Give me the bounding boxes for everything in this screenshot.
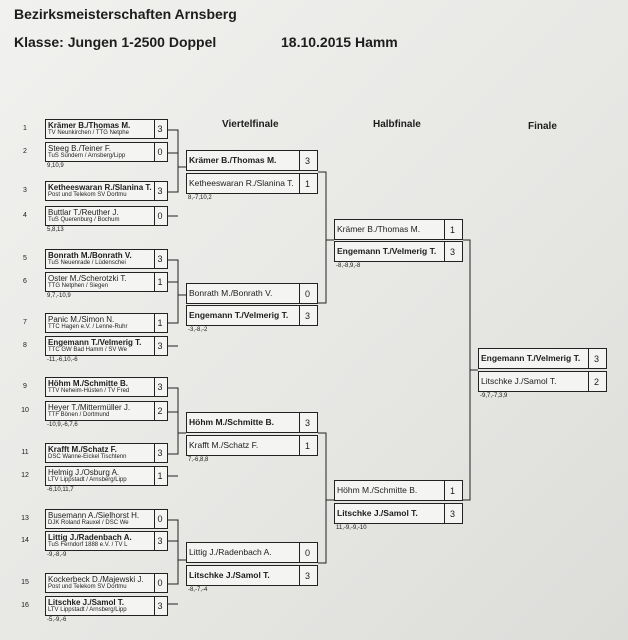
class-label: Klasse: Jungen 1-2500 Doppel (14, 34, 217, 50)
team-name: Ketheeswaran R./Slanina T. (189, 178, 294, 188)
club-name: Post und Telekom SV Dortmu (48, 584, 127, 590)
score: 3 (304, 570, 310, 581)
r1-entry (45, 181, 168, 201)
team-name: Litschke J./Samol T. (48, 598, 125, 607)
team-name: Krämer B./Thomas M. (337, 224, 421, 234)
team-cell (335, 504, 445, 523)
club-name: DJK Roland Rauxel / DSC We (48, 520, 129, 526)
team-name: Littig J./Radenbach A. (48, 533, 132, 542)
score: 3 (157, 536, 163, 546)
club-name: TuS Neuenrade / Lüdenschei (48, 260, 126, 266)
team-name: Litschke J./Samol T. (337, 508, 418, 518)
match-result: -9,7,-7,3,9 (480, 393, 508, 399)
team-name: Kockerbeck D./Majewski J. (48, 575, 144, 584)
team-cell (46, 120, 155, 138)
team-cell (335, 242, 445, 261)
final-entry (478, 371, 607, 392)
seed-number: 8 (23, 342, 27, 349)
match-result: -9,-8,-9 (47, 552, 67, 558)
qf-entry (186, 283, 318, 304)
team-cell (187, 436, 300, 455)
match-result: -8,-7,-4 (188, 587, 208, 593)
team-name: Engemann T./Velmerig T. (481, 353, 581, 363)
team-cell (479, 349, 589, 368)
r1-entry (45, 206, 168, 226)
match-result: -11,-6,10,-6 (47, 357, 78, 363)
team-name: Bonrath M./Bonrath V. (48, 251, 132, 260)
team-name: Engemann T./Velmerig T. (337, 246, 437, 256)
team-name: Krämer B./Thomas M. (189, 155, 277, 165)
seed-number: 14 (21, 537, 29, 544)
team-name: Höhm M./Schmitte B. (337, 485, 418, 495)
team-cell (187, 284, 300, 303)
r1-entry (45, 377, 168, 397)
r1-entry (45, 573, 168, 593)
club-name: DSC Wanne-Eickel Tischtenn (48, 454, 127, 460)
r1-entry (45, 596, 168, 616)
score: 3 (449, 246, 455, 257)
team-name: Littig J./Radenbach A. (189, 547, 272, 557)
club-name: LTV Lippstadt / Arnsberg/Lipp (48, 477, 127, 483)
team-cell (187, 413, 300, 432)
seed-number: 1 (23, 125, 27, 132)
score: 2 (157, 406, 163, 416)
score: 3 (593, 353, 599, 364)
club-name: Post und Telekom SV Dortmu (48, 192, 127, 198)
team-cell (46, 574, 155, 592)
r1-entry (45, 313, 168, 333)
qf-entry (186, 435, 318, 456)
team-name: Heyer T./Mittermüller J. (48, 403, 131, 412)
match-result: -5,-9,-6 (47, 617, 67, 623)
team-name: Buttlar T./Reuther J. (48, 208, 119, 217)
score: 1 (304, 178, 310, 189)
r1-entry (45, 336, 168, 356)
round-header-quarterfinal: Viertelfinale (222, 119, 279, 130)
team-name: Engemann T./Velmerig T. (189, 310, 289, 320)
team-name: Oster M./Scherotzki T. (48, 274, 127, 283)
final-entry (478, 348, 607, 369)
score: 0 (157, 147, 163, 157)
team-cell (46, 597, 155, 615)
team-cell (46, 207, 155, 225)
team-name: Ketheeswaran R./Slanina T. (48, 183, 152, 192)
team-cell (46, 314, 155, 332)
score: 3 (157, 124, 163, 134)
team-cell (46, 402, 155, 420)
score: 1 (157, 471, 163, 481)
team-name: Höhm M./Schmitte B. (48, 379, 129, 388)
score: 2 (593, 376, 599, 387)
score: 1 (157, 277, 163, 287)
match-result: -8,-8,9,-8 (336, 263, 361, 269)
match-result: 7,-6,8,8 (188, 457, 209, 463)
seed-number: 13 (21, 515, 29, 522)
r1-entry (45, 249, 168, 269)
sf-entry (334, 503, 463, 524)
seed-number: 7 (23, 319, 27, 326)
team-cell (46, 273, 155, 291)
r1-entry (45, 401, 168, 421)
score: 1 (449, 485, 455, 496)
club-name: TTC GW Bad Hamm / SV We (48, 347, 127, 353)
team-cell (46, 378, 155, 396)
seed-number: 5 (23, 255, 27, 262)
team-cell (46, 250, 155, 268)
team-cell (335, 220, 445, 239)
match-result: 9,10,9 (47, 163, 64, 169)
team-cell (46, 444, 155, 462)
team-name: Krafft M./Schatz F. (189, 440, 259, 450)
r1-entry (45, 272, 168, 292)
seed-number: 16 (21, 602, 29, 609)
team-cell (46, 467, 155, 485)
team-cell (479, 372, 589, 391)
qf-entry (186, 412, 318, 433)
page-title: Bezirksmeisterschaften Arnsberg (14, 6, 237, 22)
sf-entry (334, 241, 463, 262)
club-name: LTV Lippstadt / Arnsberg/Lipp (48, 607, 127, 613)
score: 3 (157, 382, 163, 392)
score: 3 (449, 508, 455, 519)
seed-number: 6 (23, 278, 27, 285)
round-header-final: Finale (528, 121, 557, 132)
match-result: -10,9,-6,7,6 (47, 422, 78, 428)
score: 0 (304, 547, 310, 558)
seed-number: 9 (23, 383, 27, 390)
club-name: TTV Neheim-Hüsten / TV Fred (48, 388, 130, 394)
score: 3 (157, 601, 163, 611)
seed-number: 10 (21, 407, 29, 414)
date-place: 18.10.2015 Hamm (281, 34, 398, 50)
match-result: 8,-7,10,2 (188, 195, 212, 201)
team-name: Engemann T./Velmerig T. (48, 338, 142, 347)
team-name: Bonrath M./Bonrath V. (189, 288, 273, 298)
team-cell (187, 566, 300, 585)
team-name: Busemann A./Sielhorst H. (48, 511, 140, 520)
score: 0 (157, 211, 163, 221)
club-name: TV Neunkirchen / TTG Netphe (48, 130, 129, 136)
seed-number: 11 (21, 449, 29, 456)
team-name: Panic M./Simon N. (48, 315, 115, 324)
score: 3 (304, 155, 310, 166)
team-name: Krafft M./Schatz F. (48, 445, 117, 454)
score: 3 (157, 341, 163, 351)
qf-entry (186, 150, 318, 171)
score: 1 (304, 440, 310, 451)
team-cell (187, 306, 300, 325)
club-name: TTC Hagen e.V. / Lenne-Ruhr (48, 324, 128, 330)
team-cell (187, 174, 300, 193)
r1-entry (45, 531, 168, 551)
team-cell (46, 337, 155, 355)
seed-number: 3 (23, 187, 27, 194)
team-cell (46, 532, 155, 550)
r1-entry (45, 119, 168, 139)
r1-entry (45, 443, 168, 463)
team-cell (187, 151, 300, 170)
sf-entry (334, 219, 463, 240)
seed-number: 2 (23, 148, 27, 155)
club-name: TuS Ferndorf 1888 e.V. / TV L (48, 542, 128, 548)
match-result: 9,7,-10,9 (47, 293, 71, 299)
score: 1 (449, 224, 455, 235)
team-name: Litschke J./Samol T. (189, 570, 270, 580)
team-name: Litschke J./Samol T. (481, 376, 557, 386)
team-name: Steeg B./Teiner F. (48, 144, 112, 153)
qf-entry (186, 305, 318, 326)
score: 3 (157, 254, 163, 264)
club-name: TuS Sundern / Arnsberg/Lipp (48, 153, 126, 159)
r1-entry (45, 509, 168, 529)
match-result: 11,-9,-9,-10 (336, 525, 367, 531)
r1-entry (45, 142, 168, 162)
team-cell (46, 143, 155, 161)
club-name: TuS Querenburg / Bochum (48, 217, 120, 223)
team-name: Krämer B./Thomas M. (48, 121, 131, 130)
team-name: Höhm M./Schmitte B. (189, 417, 275, 427)
team-cell (187, 543, 300, 562)
score: 0 (304, 288, 310, 299)
team-name: Helmig J./Osburg A. (48, 468, 120, 477)
club-name: TTG Netphen / Siegen (48, 283, 109, 289)
seed-number: 12 (21, 472, 29, 479)
score: 3 (304, 417, 310, 428)
team-cell (335, 481, 445, 500)
club-name: TTF Bönen / Dortmund (48, 412, 110, 418)
score: 1 (157, 318, 163, 328)
match-result: -3,-8,-2 (188, 327, 208, 333)
score: 3 (304, 310, 310, 321)
seed-number: 15 (21, 579, 29, 586)
score: 0 (157, 578, 163, 588)
match-result: 5,8,13 (47, 227, 64, 233)
r1-entry (45, 466, 168, 486)
team-cell (46, 182, 155, 200)
score: 3 (157, 448, 163, 458)
sf-entry (334, 480, 463, 501)
seed-number: 4 (23, 212, 27, 219)
team-cell (46, 510, 155, 528)
score: 3 (157, 186, 163, 196)
qf-entry (186, 565, 318, 586)
round-header-semifinal: Halbfinale (373, 119, 421, 130)
score: 0 (157, 514, 163, 524)
qf-entry (186, 173, 318, 194)
qf-entry (186, 542, 318, 563)
match-result: -6,10,11,7 (47, 487, 74, 493)
